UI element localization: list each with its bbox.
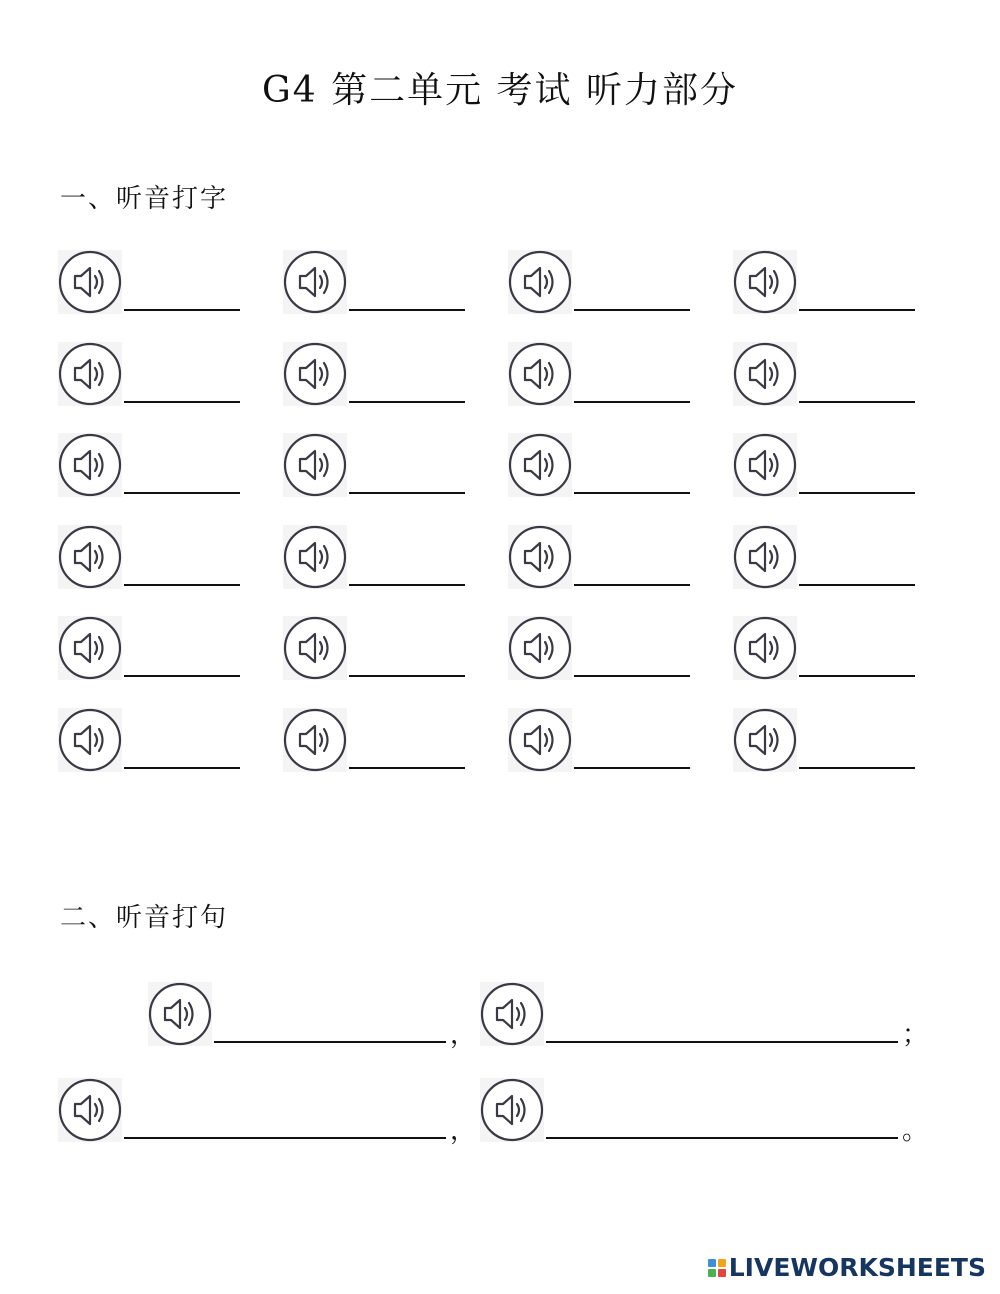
- speaker-icon[interactable]: [283, 708, 347, 772]
- word-item: [733, 616, 958, 680]
- liveworksheets-logo: [708, 1253, 986, 1282]
- speaker-icon[interactable]: [733, 250, 797, 314]
- section2-heading: 二、听音打句: [60, 903, 229, 933]
- speaker-icon[interactable]: [733, 342, 797, 406]
- answer-blank[interactable]: [574, 309, 690, 311]
- sentence-item: [58, 1078, 477, 1146]
- answer-blank[interactable]: [574, 675, 690, 677]
- logo-mark-icon: [708, 1259, 726, 1277]
- page-title: G4 第二单元 考试 听力部分: [262, 70, 738, 111]
- speaker-icon[interactable]: [283, 525, 347, 589]
- answer-blank[interactable]: [349, 584, 465, 586]
- speaker-icon[interactable]: [58, 342, 122, 406]
- answer-blank[interactable]: [124, 1137, 446, 1139]
- answer-blank[interactable]: [546, 1137, 898, 1139]
- sentence-item: [480, 982, 929, 1050]
- word-item: [733, 525, 958, 589]
- speaker-icon[interactable]: [58, 525, 122, 589]
- word-item: [508, 250, 733, 314]
- speaker-icon[interactable]: [480, 982, 544, 1046]
- answer-blank[interactable]: [799, 401, 915, 403]
- word-item: [508, 708, 733, 772]
- sentence-punctuation: ，: [450, 1020, 477, 1050]
- answer-blank[interactable]: [349, 492, 465, 494]
- speaker-icon[interactable]: [508, 433, 572, 497]
- answer-blank[interactable]: [124, 492, 240, 494]
- word-item: [58, 616, 283, 680]
- answer-blank[interactable]: [799, 309, 915, 311]
- sentence-row: [148, 980, 929, 1050]
- answer-blank[interactable]: [799, 584, 915, 586]
- speaker-icon[interactable]: [58, 708, 122, 772]
- word-item: [733, 433, 958, 497]
- speaker-icon[interactable]: [733, 433, 797, 497]
- logo-text: LIVEWORKSHEETS: [728, 1253, 986, 1282]
- answer-blank[interactable]: [799, 492, 915, 494]
- word-item: [508, 433, 733, 497]
- answer-blank[interactable]: [349, 675, 465, 677]
- answer-blank[interactable]: [799, 767, 915, 769]
- answer-blank[interactable]: [349, 309, 465, 311]
- word-item: [508, 616, 733, 680]
- word-item: [283, 433, 508, 497]
- answer-blank[interactable]: [124, 584, 240, 586]
- answer-blank[interactable]: [214, 1041, 446, 1043]
- word-item: [283, 616, 508, 680]
- sentence-punctuation: 。: [902, 1116, 929, 1146]
- word-row: [58, 433, 958, 497]
- speaker-icon[interactable]: [148, 982, 212, 1046]
- word-item: [733, 250, 958, 314]
- sentence-item: [480, 1078, 929, 1146]
- speaker-icon[interactable]: [58, 616, 122, 680]
- sentence-punctuation: ，: [450, 1116, 477, 1146]
- sentence-punctuation: ；: [902, 1020, 929, 1050]
- word-item: [508, 342, 733, 406]
- speaker-icon[interactable]: [508, 616, 572, 680]
- speaker-icon[interactable]: [508, 342, 572, 406]
- speaker-icon[interactable]: [58, 433, 122, 497]
- word-item: [733, 708, 958, 772]
- speaker-icon[interactable]: [283, 616, 347, 680]
- word-item: [58, 250, 283, 314]
- speaker-icon[interactable]: [283, 433, 347, 497]
- word-row: [58, 250, 958, 314]
- speaker-icon[interactable]: [283, 342, 347, 406]
- sentence-row: [58, 1076, 929, 1146]
- speaker-icon[interactable]: [733, 616, 797, 680]
- word-item: [508, 525, 733, 589]
- word-item: [58, 342, 283, 406]
- answer-blank[interactable]: [799, 675, 915, 677]
- answer-blank[interactable]: [124, 767, 240, 769]
- word-row: [58, 708, 958, 772]
- answer-blank[interactable]: [574, 401, 690, 403]
- answer-blank[interactable]: [574, 492, 690, 494]
- word-item: [733, 342, 958, 406]
- word-row: [58, 616, 958, 680]
- answer-blank[interactable]: [124, 675, 240, 677]
- section1-heading: 一、听音打字: [60, 184, 229, 214]
- word-item: [283, 708, 508, 772]
- speaker-icon[interactable]: [480, 1078, 544, 1142]
- speaker-icon[interactable]: [508, 525, 572, 589]
- word-row: [58, 525, 958, 589]
- speaker-icon[interactable]: [508, 250, 572, 314]
- speaker-icon[interactable]: [58, 250, 122, 314]
- word-row: [58, 342, 958, 406]
- answer-blank[interactable]: [124, 401, 240, 403]
- answer-blank[interactable]: [546, 1041, 898, 1043]
- word-item: [283, 525, 508, 589]
- answer-blank[interactable]: [574, 767, 690, 769]
- word-item: [58, 525, 283, 589]
- word-item: [283, 342, 508, 406]
- speaker-icon[interactable]: [58, 1078, 122, 1142]
- word-dictation-grid: [58, 250, 958, 799]
- speaker-icon[interactable]: [508, 708, 572, 772]
- answer-blank[interactable]: [349, 767, 465, 769]
- speaker-icon[interactable]: [733, 708, 797, 772]
- speaker-icon[interactable]: [283, 250, 347, 314]
- word-item: [283, 250, 508, 314]
- word-item: [58, 433, 283, 497]
- answer-blank[interactable]: [574, 584, 690, 586]
- answer-blank[interactable]: [349, 401, 465, 403]
- word-item: [58, 708, 283, 772]
- speaker-icon[interactable]: [733, 525, 797, 589]
- answer-blank[interactable]: [124, 309, 240, 311]
- sentence-item: [148, 982, 477, 1050]
